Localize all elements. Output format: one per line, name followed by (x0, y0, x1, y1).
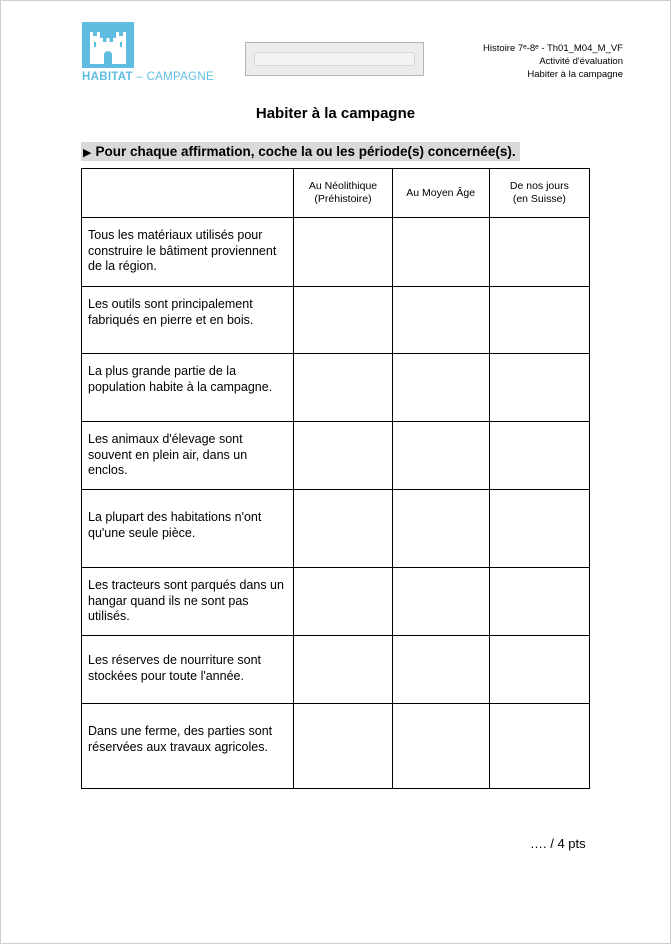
logo-word-campagne: CAMPAGNE (146, 71, 214, 83)
table-row (82, 636, 590, 704)
logo-word-habitat: HABITAT (82, 71, 133, 83)
checkbox-cell-today[interactable] (489, 218, 589, 287)
checkbox-cell-today[interactable] (489, 704, 589, 789)
checkbox-cell-today[interactable] (489, 568, 589, 636)
checkbox-cell-neolithic[interactable] (294, 218, 392, 287)
statement-cell: Les réserves de nourriture sont stockées pour toute l'année. (82, 636, 294, 704)
student-name-field[interactable] (245, 42, 424, 76)
table-row (82, 568, 590, 636)
page-title: Habiter à la campagne (255, 105, 416, 122)
checkbox-cell-neolithic[interactable] (294, 490, 392, 568)
header-course-code: Histoire 7ᵉ-8ᵉ - Th01_M04_M_VF (483, 43, 623, 54)
statement-cell: La plupart des habitations n'ont qu'une seule pièce. (82, 490, 294, 568)
statement-cell: Les outils sont principalement fabriqués en pierre et en bois. (82, 287, 294, 354)
castle-icon (82, 22, 134, 68)
table-row (82, 422, 590, 490)
statement-cell: Tous les matériaux utilisés pour construire le bâtiment proviennent de la région. (82, 218, 294, 287)
checkbox-cell-neolithic[interactable] (294, 287, 392, 354)
arrow-right-icon: ▶ (83, 147, 92, 159)
column-header-middle-ages: Au Moyen Âge (392, 169, 489, 218)
statement-cell: Les animaux d'élevage sont souvent en plein air, dans un enclos. (82, 422, 294, 490)
table-row (82, 490, 590, 568)
column-header-neolithic: Au Néolithique (Préhistoire) (294, 169, 392, 218)
table-row (82, 704, 590, 789)
habitat-campagne-logo (82, 22, 217, 86)
checkbox-cell-today[interactable] (489, 422, 589, 490)
logo-separator: – (136, 71, 144, 83)
checkbox-cell-today[interactable] (489, 287, 589, 354)
instruction-banner (81, 142, 520, 161)
checkbox-cell-middle-ages[interactable] (392, 704, 489, 789)
table-row (82, 354, 590, 422)
checkbox-cell-neolithic[interactable] (294, 422, 392, 490)
checkbox-cell-today[interactable] (489, 490, 589, 568)
checkbox-cell-middle-ages[interactable] (392, 287, 489, 354)
table-row (82, 287, 590, 354)
checkbox-cell-middle-ages[interactable] (392, 636, 489, 704)
statement-cell: Dans une ferme, des parties sont réservées aux travaux agricoles. (82, 704, 294, 789)
document-header-info (483, 42, 623, 81)
checkbox-cell-middle-ages[interactable] (392, 490, 489, 568)
header-topic: Habiter à la campagne (527, 69, 623, 80)
column-header-today: De nos jours (en Suisse) (489, 169, 589, 218)
period-table (81, 168, 590, 789)
statement-cell: La plus grande partie de la population habite à la campagne. (82, 354, 294, 422)
checkbox-cell-neolithic[interactable] (294, 568, 392, 636)
table-header-row (82, 169, 590, 218)
statement-cell: Les tracteurs sont parqués dans un hangar quand ils ne sont pas utilisés. (82, 568, 294, 636)
checkbox-cell-middle-ages[interactable] (392, 218, 489, 287)
checkbox-cell-neolithic[interactable] (294, 636, 392, 704)
checkbox-cell-middle-ages[interactable] (392, 568, 489, 636)
checkbox-cell-today[interactable] (489, 354, 589, 422)
header-empty-cell (82, 169, 294, 218)
score-points: …. / 4 pts (530, 836, 586, 851)
checkbox-cell-neolithic[interactable] (294, 354, 392, 422)
instruction-text: Pour chaque affirmation, coche la ou les période(s) concernée(s). (95, 144, 516, 159)
checkbox-cell-today[interactable] (489, 636, 589, 704)
checkbox-cell-middle-ages[interactable] (392, 422, 489, 490)
header-activity-type: Activité d'évaluation (539, 56, 623, 67)
checkbox-cell-middle-ages[interactable] (392, 354, 489, 422)
table-row (82, 218, 590, 287)
checkbox-cell-neolithic[interactable] (294, 704, 392, 789)
